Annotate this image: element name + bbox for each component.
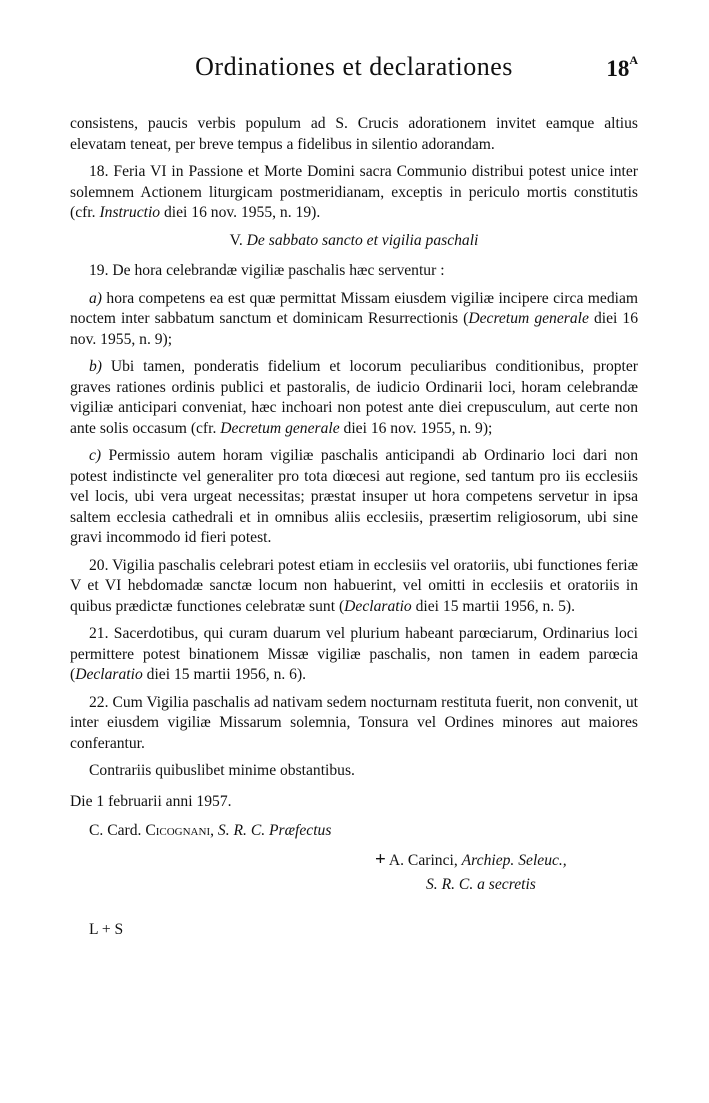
page-number — [606, 53, 638, 82]
p19b-ref: Decretum generale — [220, 419, 340, 437]
paragraph-21 — [70, 624, 638, 686]
p21-ref: Declaratio — [75, 666, 143, 683]
section-heading — [70, 231, 638, 252]
running-title: Ordinationes et declarationes — [195, 52, 513, 81]
prefect-signature — [70, 821, 638, 841]
secretary-line-1 — [375, 848, 567, 870]
paragraph-continued: consistens, paucis verbis populum ad S. Crucis adorationem invitet eamque altius elevatam teneat, per breve tempus a fidelibus in silentio adorandam. — [70, 115, 638, 153]
p20-ref: Declaratio — [344, 597, 412, 615]
paragraph-22: 22. Cum Vigilia paschalis ad nativam sedem nocturnam restituta fuerit, non convenit, ut inter eiusdem vigiliæ Missarum solemnia, Tonsura vel Ordines minores aut maiores conferantur. — [70, 693, 638, 752]
p18-ref: Instructio — [99, 204, 161, 221]
section-number: V. — [229, 231, 243, 249]
p19b-letter: b) — [89, 358, 102, 375]
p19a-ref: Decretum generale — [468, 310, 589, 327]
section-title: De sabbato sancto et vigilia paschali — [246, 231, 479, 249]
paragraph-18 — [70, 162, 638, 224]
p19a-text: hora competens ea est quæ permittat Missam eiusdem vigiliæ incipere circa mediam noctem inter sabbatum sanctum et dominicam Resurrectionis ( — [70, 289, 639, 327]
secretary-line-2 — [375, 875, 638, 895]
card-prefix: C. Card. — [89, 821, 142, 839]
card-name: Cicognani, — [145, 821, 215, 839]
page-number-suffix: A — [629, 53, 638, 68]
document-date: Die 1 februarii anni 1957. — [70, 792, 232, 810]
closing-formula: Contrariis quibuslibet minime obstantibus. — [89, 762, 355, 779]
p19c-text: Permissio autem horam vigiliæ paschalis anticipandi ab Ordinario loci dari non potest indistincte vel generaliter pro tota diœcesi aut regione, sed tantum pro iis ecclesiis vel locis, ubi vera urgeat necessitas; præstat insuper ut hora competens servetur in ipsa saltem ecclesia cathedrali et in omnibus aliis ecclesiis, præsertim religiosorum, ubi sine gravi incommodo id fieri potest. — [70, 447, 638, 546]
body-text — [70, 114, 638, 939]
p19a-letter: a) — [89, 289, 102, 307]
p18-tail: diei 16 nov. 1955, n. 19). — [164, 204, 321, 221]
p19b-tail: diei 16 nov. 1955, n. 9); — [343, 419, 493, 437]
page-number-value: 18 — [606, 56, 630, 81]
seal-mark: L + S — [89, 920, 124, 938]
card-title: S. R. C. Præfectus — [217, 821, 332, 839]
p18-text: 18. Feria VI in Passione et Morte Domini sacra Communio distribui potest unice inter solemnem Actionem liturgicam postmeridianam, exceptis in periculo mortis constitutis (cfr. — [70, 163, 638, 221]
paragraph-19a — [70, 289, 638, 351]
cross-icon: + — [375, 848, 386, 870]
paragraph-20 — [70, 556, 638, 618]
secretary-title-1: Archiep. Seleuc., — [461, 851, 567, 869]
p19b-text: Ubi tamen, ponderatis fidelium et locorum peculiaribus conditionibus, propter graves rationes ordinis publici et pastoralis, de iudicio Ordinarii loci, horam celebrandæ vigiliæ anticipari conveniat, hæc inchoari non potest ante diei crepusculum, aut certe non ante solis occasum (cfr. — [70, 358, 638, 437]
paragraph-19: 19. De hora celebrandæ vigiliæ paschalis hæc serventur : — [89, 262, 445, 279]
paragraph-19b — [70, 357, 638, 439]
p20-text: 20. Vigilia paschalis celebrari potest etiam in ecclesiis vel oratoriis, ubi functiones feriæ V et VI hebdomadæ sanctæ locum non habuerint, vel omitti in ecclesiis et oratoriis in quibus prædictæ functiones celebratæ sunt ( — [70, 556, 638, 615]
p20-tail: diei 15 martii 1956, n. 5). — [415, 597, 575, 615]
p19a-tail: diei 16 nov. 1955, n. 9); — [70, 310, 638, 348]
p21-tail: diei 15 martii 1956, n. 6). — [146, 666, 307, 683]
secretary-title-2: S. R. C. a secretis — [426, 875, 536, 893]
document-page — [70, 52, 638, 939]
paragraph-19c — [70, 446, 638, 549]
secretary-name: A. Carinci, — [388, 851, 458, 869]
secretary-signature — [70, 850, 638, 895]
page-header — [70, 52, 638, 96]
p19c-letter: c) — [89, 447, 102, 464]
p21-text: 21. Sacerdotibus, qui curam duarum vel plurium habeant parœciarum, Ordinarius loci permittere potest binationem Missæ vigiliæ paschalis, non tamen in eadem parœcia ( — [70, 625, 638, 683]
